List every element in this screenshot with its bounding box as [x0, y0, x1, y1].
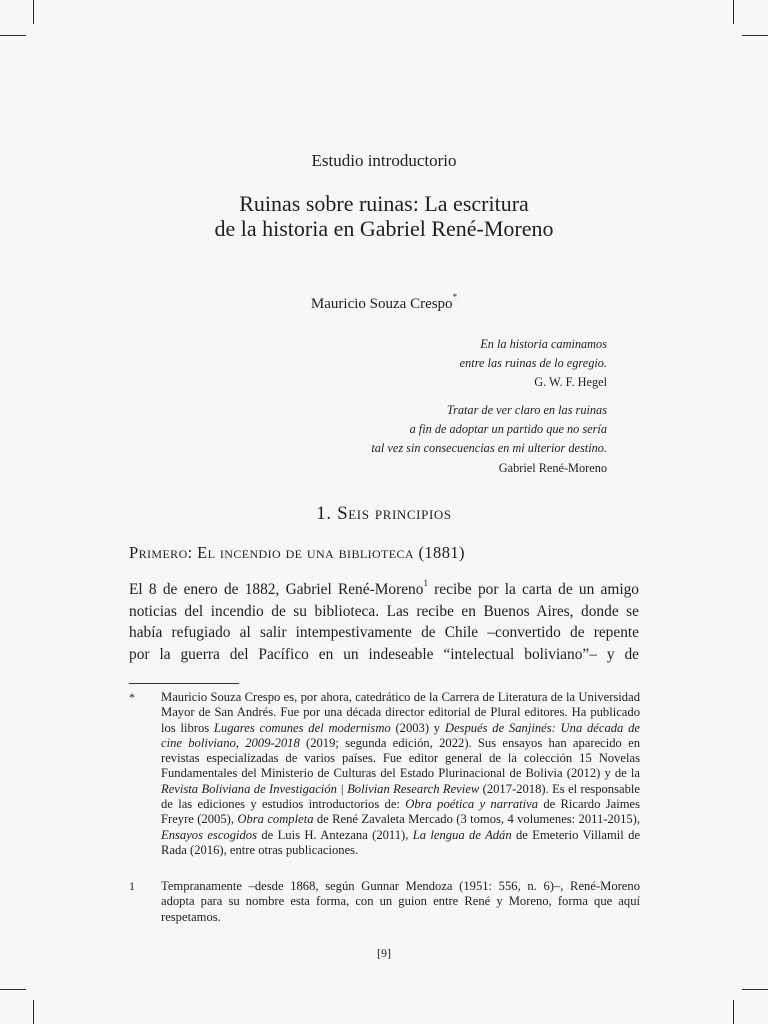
- author-byline: [0, 294, 768, 313]
- epigraph: [460, 335, 607, 393]
- body-paragraph: [129, 575, 639, 665]
- footnote-1: [129, 879, 640, 925]
- crop-mark: [733, 1000, 734, 1024]
- footnote-text: Mauricio Souza Crespo es, por ahora, catedrático de la Carrera de Literatura de la Universidad Mayor de San Andrés. Fue por una década director editorial de Plural editores. Ha publicado los libros Lugares comunes del modernismo (2003) y Después de Sanjinés: Una década de cine boliviano, 2009-2018 (2019; segunda edición, 2022). Sus ensayos han aparecido en revistas especializadas de varios países. Fue editor general de la colección 15 Novelas Fundamentales del Ministerio de Culturas del Estado Plurinacional de Bolivia (2012) y de la Revista Boliviana de Investigación | Bolivian Research Review (2017-2018). Es el responsable de las ediciones y estudios introductorios de: Obra poética y narrativa de Ricardo Jaimes Freyre (2005), Obra completa de René Zavaleta Mercado (3 tomos, 4 volumenes: 2011-2015), Ensayos escogidos de Luis H. Antezana (2011), La lengua de Adán de Emeterio Villamil de Rada (2016), entre otras publicaciones.: [161, 690, 641, 857]
- title-line: de la historia en Gabriel René-Moreno: [214, 216, 554, 241]
- subsection-heading: Primero: El incendio de una biblioteca (1881): [129, 543, 465, 562]
- chapter-kicker: Estudio introductorio: [311, 151, 457, 170]
- footnote-mark: 1: [129, 879, 135, 893]
- footnote-marker: *: [452, 292, 458, 302]
- body-line: había refugiado al salir intempestivamente de Chile –convertido de repente: [129, 624, 639, 642]
- epigraph-line: Tratar de ver claro en las ruinas: [446, 403, 607, 417]
- crop-mark: [0, 35, 26, 36]
- crop-mark: [33, 0, 34, 24]
- footnote-author: [129, 690, 640, 858]
- epigraph-source: G. W. F. Hegel: [534, 375, 607, 390]
- footnote-rule: [129, 683, 239, 684]
- page-number: [9]: [377, 946, 391, 960]
- crop-mark: [742, 989, 768, 990]
- author-name: Mauricio Souza Crespo: [310, 296, 453, 312]
- crop-mark: [733, 0, 734, 24]
- body-line: por la guerra del Pacífico en un indeseable “intelectual boliviano”– y de: [129, 645, 639, 663]
- epigraph-line: entre las ruinas de lo egregio.: [459, 356, 607, 371]
- epigraph-line: tal vez sin consecuencias en mi ulterior destino.: [371, 441, 607, 456]
- crop-mark: [0, 989, 26, 990]
- epigraph-source: Gabriel René-Moreno: [498, 460, 607, 475]
- footnote-mark: *: [129, 690, 135, 704]
- footnote-text: Tempranamente –desde 1868, según Gunnar Mendoza (1951: 556, n. 6)–, René-Moreno adopta para su nombre esta forma, con un guion entre René y Moreno, forma que aquí respetamos.: [161, 879, 640, 924]
- body-line: El 8 de enero de 1882, Gabriel René-Moreno$^1$ recibe por la carta de un amigo: [129, 578, 639, 599]
- crop-mark: [742, 35, 768, 36]
- title-line: Ruinas sobre ruinas: La escritura: [239, 191, 529, 216]
- footnote-marker: 1: [423, 578, 428, 588]
- body-line: noticias del incendio de su biblioteca. Las recibe en Buenos Aires, donde se: [129, 602, 639, 620]
- chapter-title: [0, 191, 768, 241]
- epigraph-line: a fin de adoptar un partido que no sería: [409, 422, 607, 437]
- epigraph-line: En la historia caminamos: [480, 337, 607, 351]
- epigraph: [371, 401, 607, 478]
- section-heading: 1. Seis principios: [316, 503, 452, 524]
- crop-mark: [33, 1000, 34, 1024]
